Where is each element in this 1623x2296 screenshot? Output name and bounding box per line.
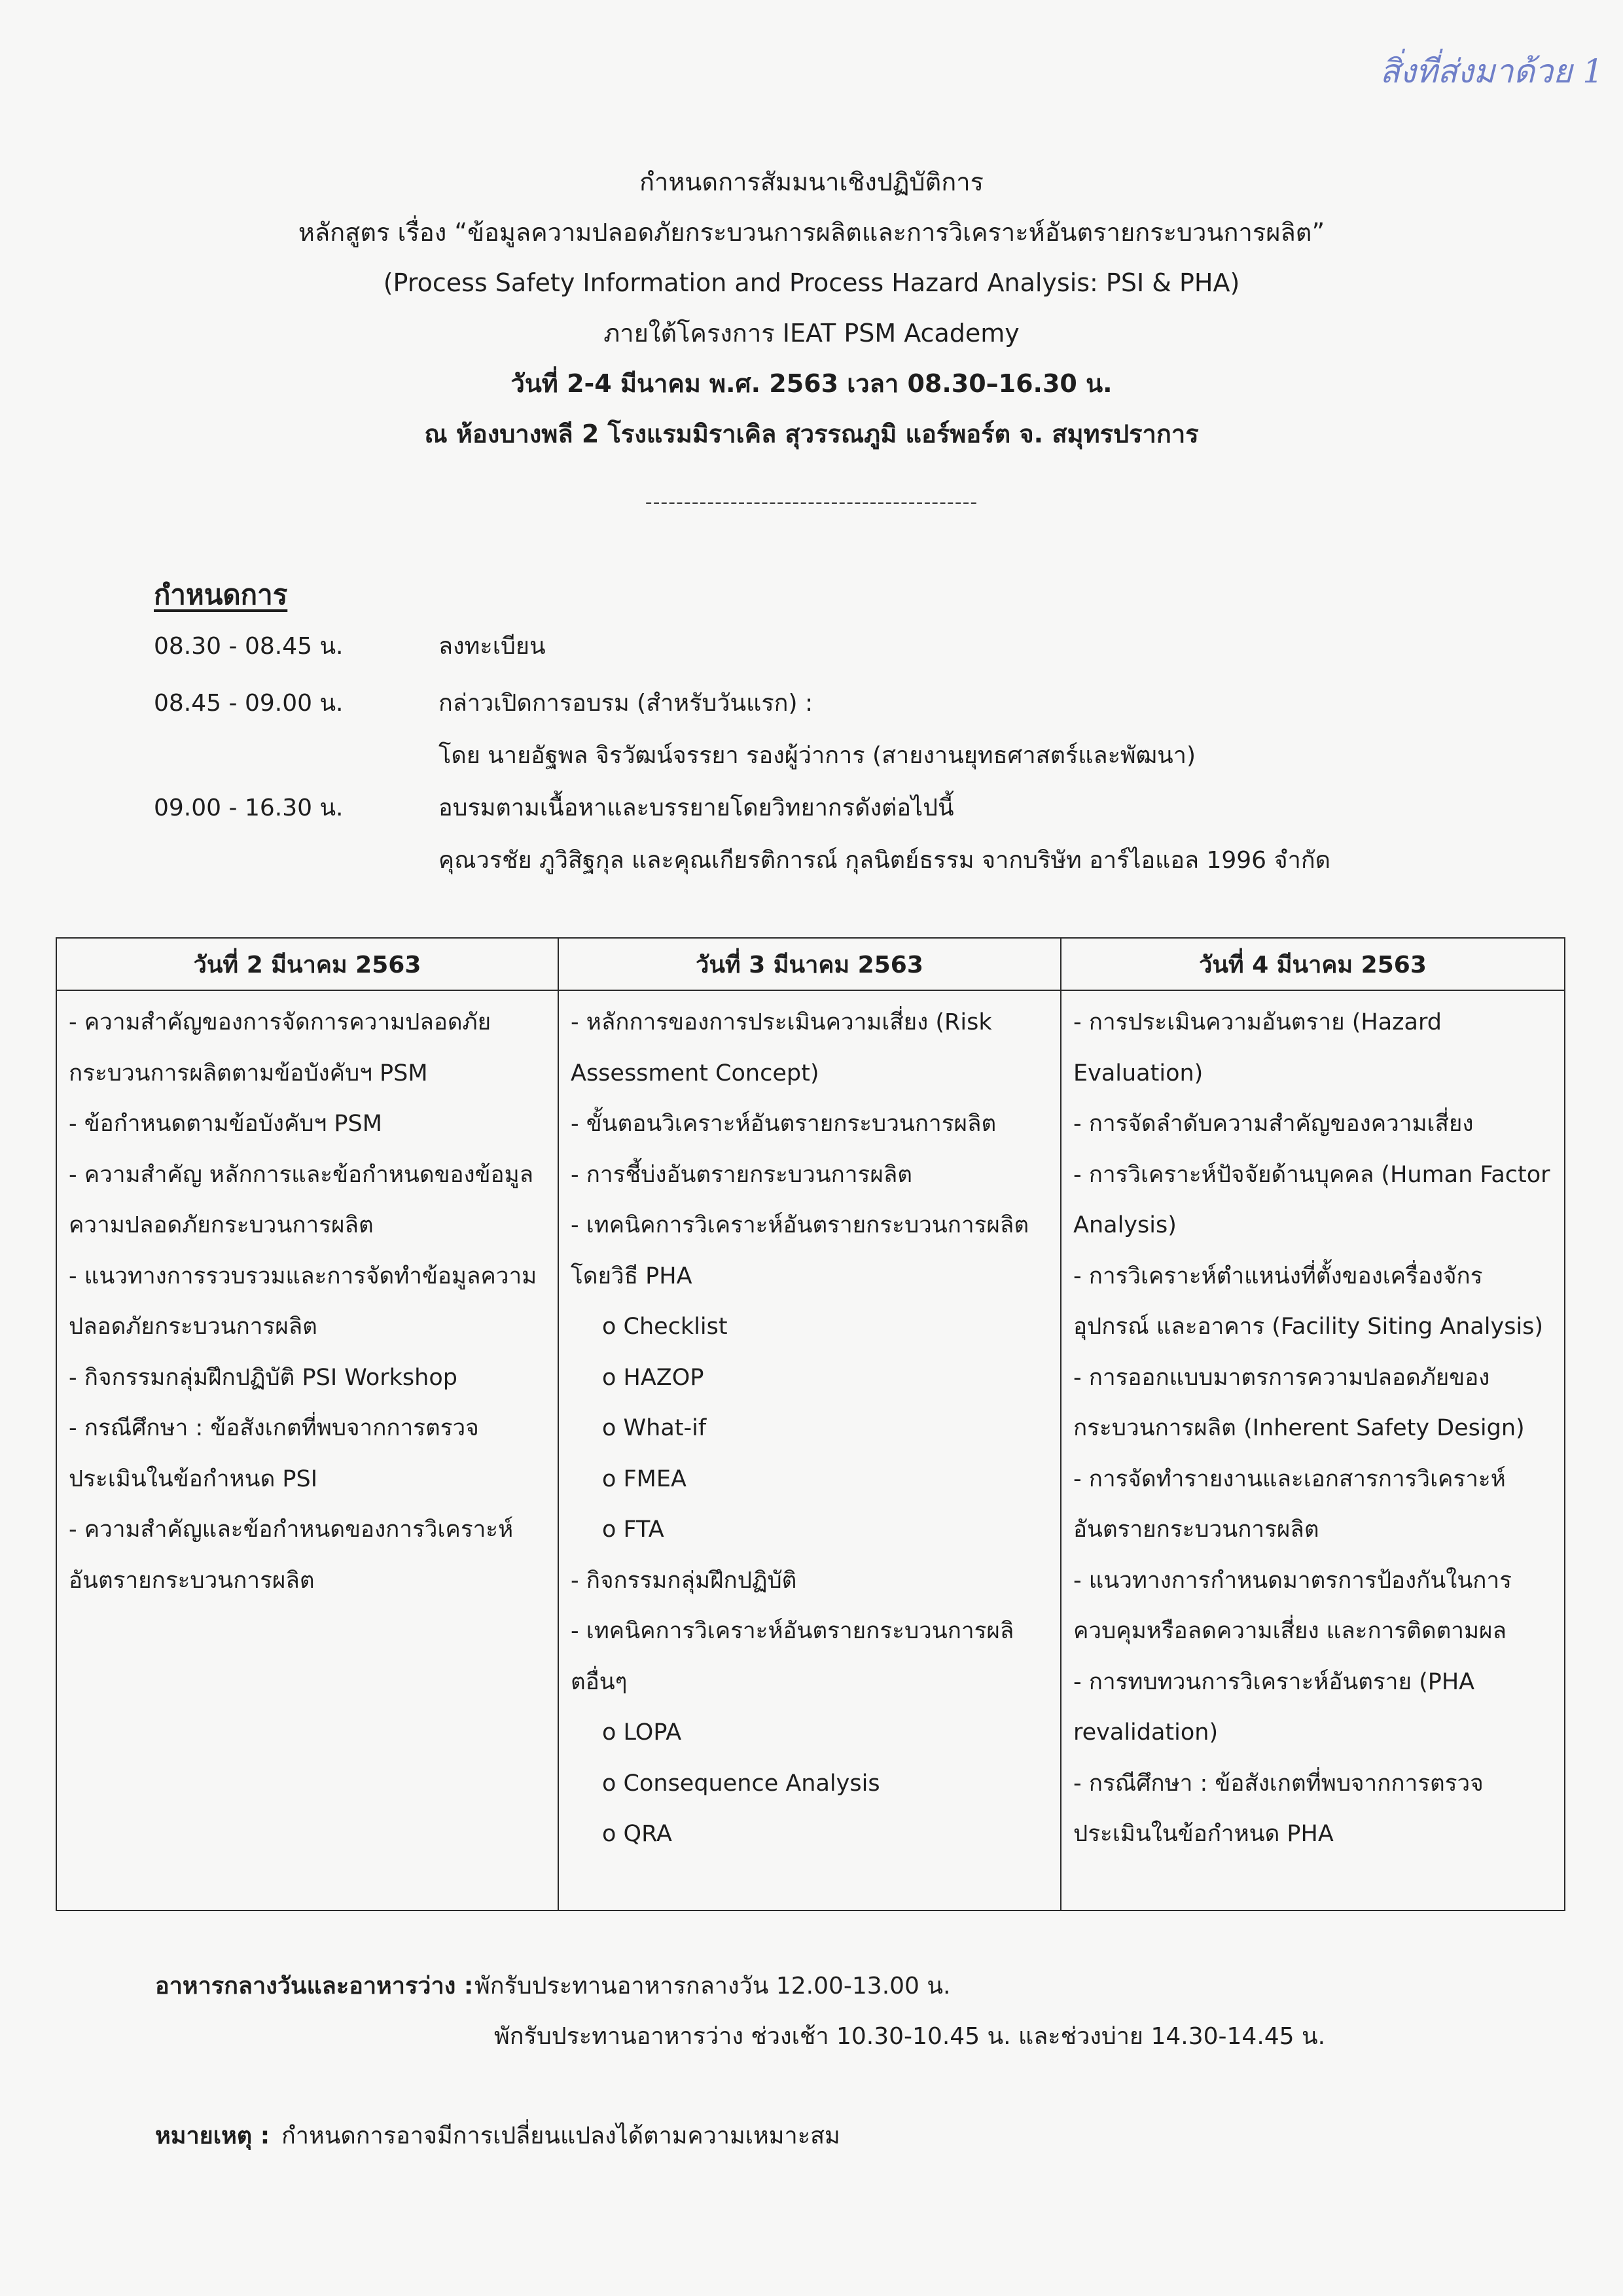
daily-topics-table (56, 937, 1565, 1911)
column-header-day3: วันที่ 3 มีนาคม 2563 (558, 938, 1061, 990)
header-project: ภายใต้โครงการ IEAT PSM Academy (603, 319, 1020, 348)
schedule-desc (438, 677, 1459, 782)
document-header (0, 157, 1623, 516)
table-body-row (56, 990, 1565, 1910)
list-item: - ความสำคัญและข้อกำหนดของการวิเคราะห์อันตรายกระบวนการผลิต (69, 1516, 514, 1594)
sub-list-item: o Consequence Analysis (602, 1770, 880, 1797)
meals-label: อาหารกลางวันและอาหารว่าง : (155, 1973, 474, 2000)
list-item: - เทคนิคการวิเคราะห์อันตรายกระบวนการผลิตโดยวิธี PHA (571, 1212, 1029, 1289)
list-item: - การประเมินความอันตราย (Hazard Evaluation) (1073, 1009, 1442, 1086)
day4-topics-cell (1061, 990, 1565, 1910)
schedule-desc (438, 782, 1459, 887)
list-item: - การจัดทำรายงานและเอกสารการวิเคราะห์อันตรายกระบวนการผลิต (1073, 1465, 1506, 1543)
header-course-english: (Process Safety Information and Process Hazard Analysis: PSI & PHA) (383, 268, 1240, 297)
schedule-desc (438, 620, 1459, 673)
schedule-desc-line: อบรมตามเนื้อหาและบรรยายโดยวิทยากรดังต่อไปนี้ (438, 795, 954, 821)
column-header-day4: วันที่ 4 มีนาคม 2563 (1061, 938, 1565, 990)
list-item: - กรณีศึกษา : ข้อสังเกตที่พบจากการตรวจประเมินในข้อกำหนด PSI (69, 1415, 479, 1492)
list-item: - กรณีศึกษา : ข้อสังเกตที่พบจากการตรวจประเมินในข้อกำหนด PHA (1073, 1770, 1484, 1847)
schedule-time: 08.30 - 08.45 น. (154, 633, 344, 660)
sub-list-item: o FMEA (602, 1465, 687, 1492)
list-item: - หลักการของการประเมินความเสี่ยง (Risk Assessment Concept) (571, 1009, 992, 1086)
header-divider: ------------------------------------------- (645, 491, 978, 514)
list-item: - ขั้นตอนวิเคราะห์อันตรายกระบวนการผลิต (571, 1111, 997, 1137)
column-header-day2: วันที่ 2 มีนาคม 2563 (56, 938, 558, 990)
list-item: - การชี้บ่งอันตรายกระบวนการผลิต (571, 1161, 913, 1188)
schedule-desc-line: โดย นายอัฐพล จิรวัฒน์จรรยา รองผู้ว่าการ (สายงานยุทธศาสตร์และพัฒนา) (438, 742, 1196, 769)
list-item: - การวิเคราะห์ตำแหน่งที่ตั้งของเครื่องจักรอุปกรณ์ และอาคาร (Facility Siting Analysis) (1073, 1263, 1544, 1340)
list-item: - แนวทางการกำหนดมาตรการป้องกันในการควบคุมหรือลดความเสี่ยง และการติดตามผล (1073, 1567, 1512, 1644)
remark-label: หมายเหตุ : (155, 2123, 270, 2149)
header-course-thai: หลักสูตร เรื่อง “ข้อมูลความปลอดภัยกระบวนการผลิตและการวิเคราะห์อันตรายกระบวนการผลิต” (298, 218, 1325, 247)
list-item: - การวิเคราะห์ปัจจัยด้านบุคคล (Human Factor Analysis) (1073, 1161, 1550, 1238)
schedule-time: 08.45 - 09.00 น. (154, 690, 344, 717)
sub-list-item: o What-if (602, 1415, 707, 1441)
header-date: วันที่ 2-4 มีนาคม พ.ศ. 2563 เวลา 08.30–16.30 น. (510, 369, 1113, 398)
day2-topics-cell (56, 990, 558, 1910)
list-item: - การจัดลำดับความสำคัญของความเสี่ยง (1073, 1111, 1474, 1137)
list-item: - กิจกรรมกลุ่มฝึกปฏิบัติ PSI Workshop (69, 1364, 457, 1391)
schedule-desc-line: คุณวรชัย ภูวิสิฐกุล และคุณเกียรติการณ์ กุลนิตย์ธรรม จากบริษัท อาร์ไอแอล 1996 จำกัด (438, 847, 1330, 874)
header-title: กำหนดการสัมมนาเชิงปฏิบัติการ (639, 168, 984, 196)
sub-list-item: o HAZOP (602, 1364, 704, 1391)
list-item: - ความสำคัญของการจัดการความปลอดภัยกระบวนการผลิตตามข้อบังคับฯ PSM (69, 1009, 491, 1086)
handwritten-note: สิ่งที่ส่งมาด้วย 1 (1380, 52, 1603, 90)
schedule-time: 09.00 - 16.30 น. (154, 795, 344, 821)
list-item: - การออกแบบมาตรการความปลอดภัยของกระบวนการผลิต (Inherent Safety Design) (1073, 1364, 1525, 1441)
sub-list-item: o Checklist (602, 1314, 728, 1340)
list-item: - กิจกรรมกลุ่มฝึกปฏิบัติ (571, 1567, 797, 1594)
table-header-row (56, 938, 1565, 990)
sub-list-item: o FTA (602, 1516, 664, 1543)
day3-topics-cell (558, 990, 1061, 1910)
list-item: - ข้อกำหนดตามข้อบังคับฯ PSM (69, 1111, 382, 1137)
list-item: - ความสำคัญ หลักการและข้อกำหนดของข้อมูลความปลอดภัยกระบวนการผลิต (69, 1161, 534, 1238)
meals-lunch-time: พักรับประทานอาหารกลางวัน 12.00-13.00 น. (474, 1973, 951, 2000)
header-venue: ณ ห้องบางพลี 2 โรงแรมมิราเคิล สุวรรณภูมิ แอร์พอร์ต จ. สมุทรปราการ (424, 420, 1199, 448)
meals-break-time: พักรับประทานอาหารว่าง ช่วงเช้า 10.30-10.45 น. และช่วงบ่าย 14.30-14.45 น. (494, 2023, 1326, 2050)
schedule-desc-line: กล่าวเปิดการอบรม (สำหรับวันแรก) : (438, 690, 813, 717)
list-item: - แนวทางการรวบรวมและการจัดทำข้อมูลความปลอดภัยกระบวนการผลิต (69, 1263, 537, 1340)
sub-list-item: o QRA (602, 1821, 672, 1847)
sub-list-item: o LOPA (602, 1719, 682, 1746)
schedule-title: กำหนดการ (154, 579, 288, 611)
remark-text: กำหนดการอาจมีการเปลี่ยนแปลงได้ตามความเหมาะสม (281, 2123, 840, 2149)
list-item: - การทบทวนการวิเคราะห์อันตราย (PHA revalidation) (1073, 1668, 1475, 1746)
list-item: - เทคนิคการวิเคราะห์อันตรายกระบวนการผลิตอื่นๆ (571, 1618, 1014, 1695)
schedule-desc-line: ลงทะเบียน (438, 633, 546, 660)
